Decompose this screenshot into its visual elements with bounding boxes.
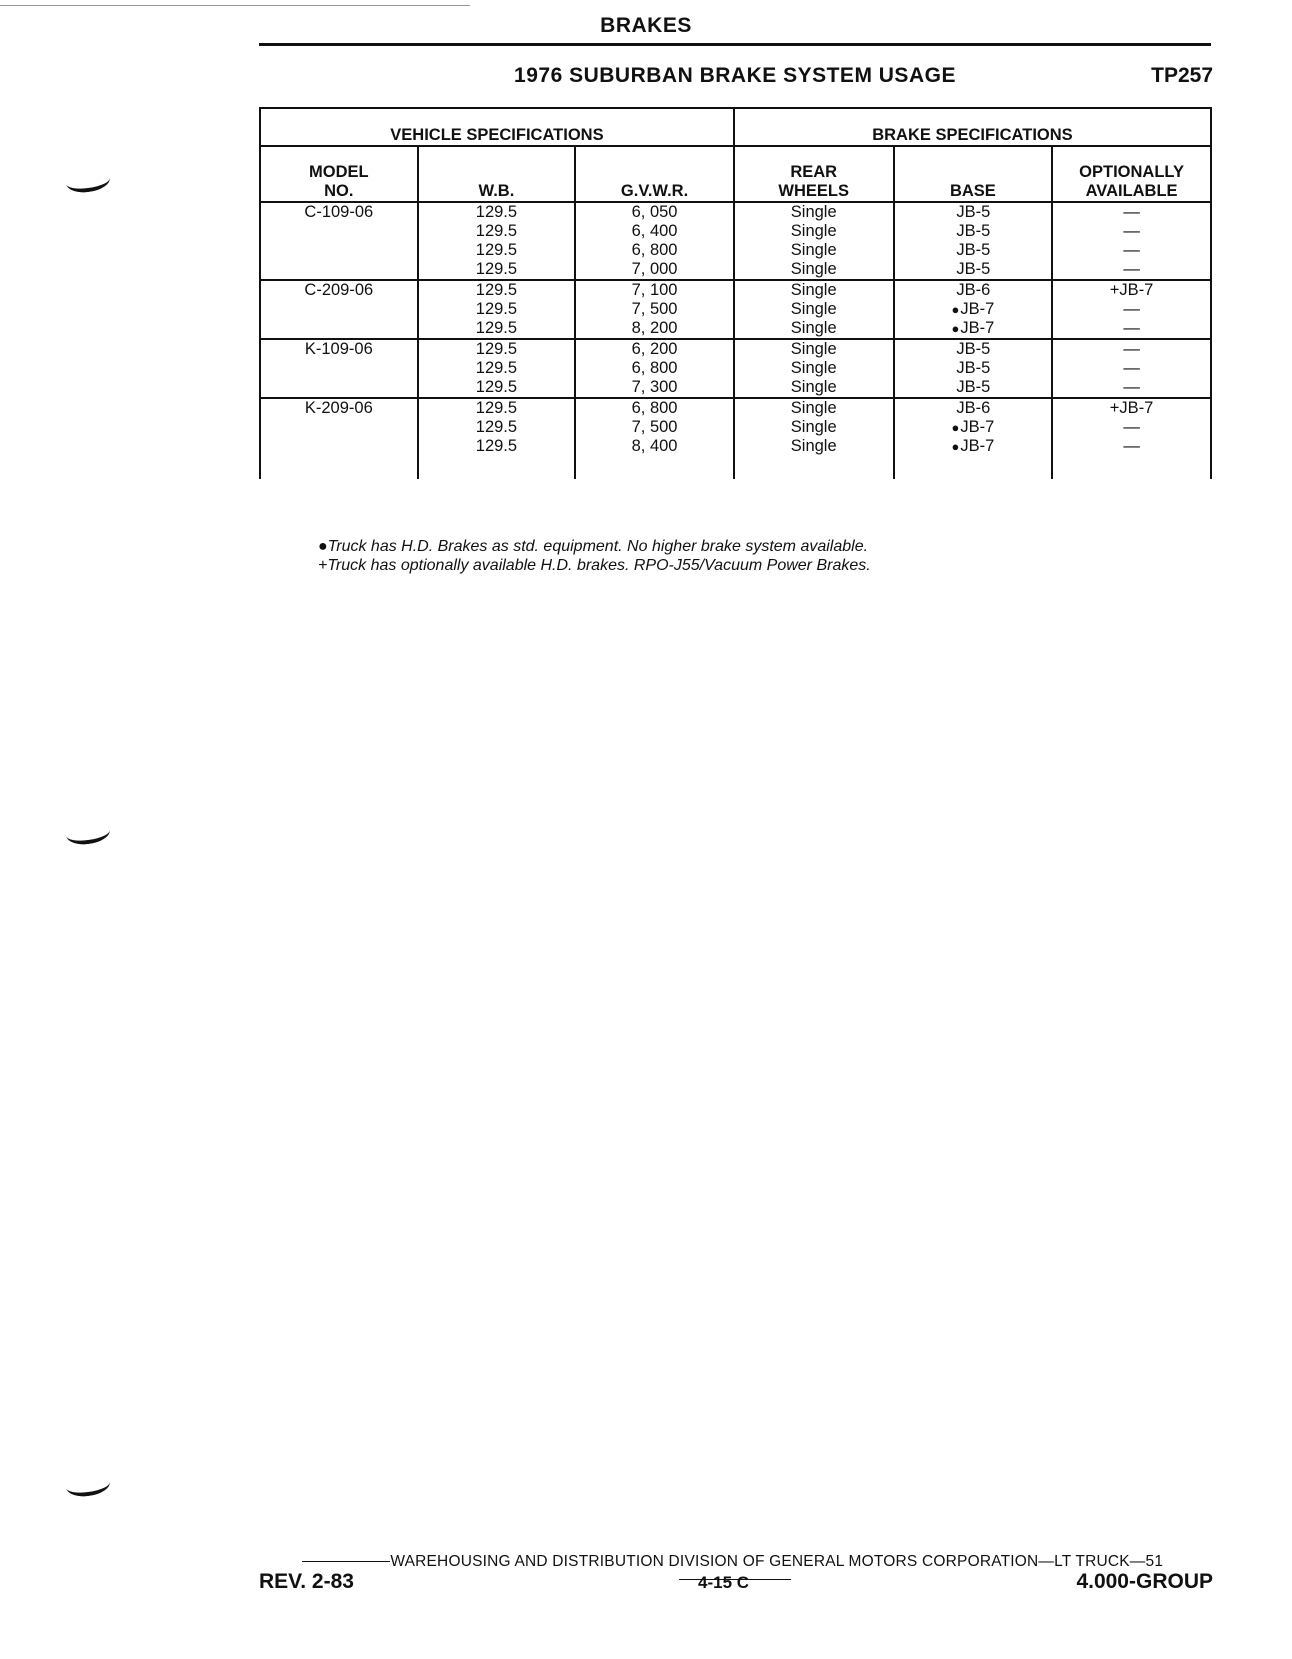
column-header-wb: W.B. [418, 146, 576, 202]
wb-cell [418, 202, 576, 280]
column-header-base: BASE [894, 146, 1053, 202]
cell-value: — [1123, 418, 1140, 436]
cell-value: — [1123, 378, 1140, 396]
cell-value: 129.5 [475, 437, 518, 455]
cell-value: 8, 400 [631, 437, 678, 455]
footnotes [318, 537, 871, 575]
footnote-plus: +Truck has optionally available H.D. brakes. RPO-J55/Vacuum Power Brakes. [318, 557, 871, 574]
cell-value: Single [790, 340, 837, 358]
binder-hole-mark [65, 1471, 112, 1499]
group-header-brake: BRAKE SPECIFICATIONS [734, 108, 1211, 146]
section-heading: BRAKES [600, 14, 692, 37]
optional-cell [1052, 398, 1211, 479]
cell-value: 129.5 [475, 378, 518, 396]
brake-usage-table [259, 107, 1212, 479]
cell-value [895, 359, 1052, 378]
wb-cell [418, 280, 576, 339]
cell-value: Single [790, 222, 837, 240]
page-title: 1976 SUBURBAN BRAKE SYSTEM USAGE [514, 64, 956, 87]
cell-value: 6, 400 [631, 222, 678, 240]
rear-cell [734, 202, 894, 280]
cell-value: Single [790, 437, 837, 455]
cell-value [895, 241, 1052, 260]
cell-value: Single [790, 319, 837, 337]
cell-value: Single [790, 399, 837, 417]
cell-value: — [1123, 203, 1140, 221]
column-header-optional: OPTIONALLY AVAILABLE [1052, 146, 1211, 202]
cell-value: 7, 500 [631, 418, 678, 436]
model-cell [260, 202, 418, 280]
cell-value [895, 260, 1052, 279]
cell-value: 129.5 [475, 260, 518, 278]
cell-value: 129.5 [475, 300, 518, 318]
cell-value: 6, 050 [631, 203, 678, 221]
header-rule [259, 43, 1211, 46]
base-cell [894, 280, 1053, 339]
base-brake-code: JB-5 [956, 222, 991, 240]
base-cell [894, 202, 1053, 280]
table-row [260, 339, 1211, 398]
cell-value: K-109-06 [304, 340, 373, 358]
base-brake-code: JB-5 [956, 203, 991, 221]
cell-value: 129.5 [475, 399, 518, 417]
gvwr-cell [575, 339, 734, 398]
revision-label: REV. 2-83 [259, 1570, 354, 1593]
binder-hole-mark [65, 167, 112, 195]
publisher-line: WAREHOUSING AND DISTRIBUTION DIVISION OF GENERAL MOTORS CORPORATION—LT TRUCK—51 [259, 1553, 1211, 1589]
cell-value: +JB-7 [1109, 399, 1154, 417]
base-brake-code: JB-5 [956, 241, 991, 259]
cell-value: C-209-06 [304, 281, 374, 299]
table-row [260, 280, 1211, 339]
hd-brake-marker: ● [951, 439, 960, 454]
cell-value: Single [790, 359, 837, 377]
document-code: TP257 [1151, 64, 1213, 87]
cell-value: — [1123, 241, 1140, 259]
base-brake-code: JB-6 [956, 281, 991, 299]
optional-cell [1052, 339, 1211, 398]
cell-value [895, 399, 1052, 418]
base-brake-code: JB-5 [956, 359, 991, 377]
base-brake-code: JB-5 [956, 260, 991, 278]
base-brake-code: JB-6 [956, 399, 991, 417]
cell-value: 6, 800 [631, 399, 678, 417]
base-cell [894, 339, 1053, 398]
table-row [260, 398, 1211, 479]
cell-value: Single [790, 418, 837, 436]
cell-value: — [1123, 222, 1140, 240]
cell-value: — [1123, 319, 1140, 337]
base-brake-code: JB-7 [960, 319, 995, 337]
gvwr-cell [575, 202, 734, 280]
cell-value [895, 437, 1052, 456]
cell-value: 8, 200 [631, 319, 678, 337]
base-brake-code: JB-7 [960, 300, 995, 318]
cell-value: 6, 800 [631, 359, 678, 377]
footnote-bullet: ●Truck has H.D. Brakes as std. equipment. No higher brake system available. [318, 538, 869, 555]
hd-brake-marker: ● [951, 321, 960, 336]
cell-value: 129.5 [475, 340, 518, 358]
cell-value: 129.5 [475, 281, 518, 299]
cell-value: Single [790, 203, 837, 221]
cell-value: 129.5 [475, 319, 518, 337]
rear-cell [734, 398, 894, 479]
cell-value: C-109-06 [304, 203, 374, 221]
cell-value [895, 340, 1052, 359]
base-brake-code: JB-7 [960, 437, 995, 455]
cell-value: Single [790, 241, 837, 259]
base-brake-code: JB-5 [956, 378, 991, 396]
cell-value: K-209-06 [304, 399, 373, 417]
rear-cell [734, 339, 894, 398]
cell-value: 6, 200 [631, 340, 678, 358]
cell-value: 129.5 [475, 359, 518, 377]
cell-value [895, 378, 1052, 397]
optional-cell [1052, 202, 1211, 280]
wb-cell [418, 398, 576, 479]
model-cell [260, 398, 418, 479]
cell-value: 129.5 [475, 203, 518, 221]
base-cell [894, 398, 1053, 479]
wb-cell [418, 339, 576, 398]
base-brake-code: JB-7 [960, 418, 995, 436]
cell-value: Single [790, 260, 837, 278]
cell-value: 129.5 [475, 241, 518, 259]
hd-brake-marker: ● [951, 420, 960, 435]
cell-value: — [1123, 300, 1140, 318]
cell-value: 7, 100 [631, 281, 678, 299]
cell-value: — [1123, 359, 1140, 377]
scan-edge-line [0, 5, 470, 6]
cell-value [895, 281, 1052, 300]
cell-value: Single [790, 378, 837, 396]
column-header-rear-wheels: REAR WHEELS [734, 146, 894, 202]
cell-value: — [1123, 260, 1140, 278]
cell-value [895, 300, 1052, 319]
cell-value [895, 203, 1052, 222]
gvwr-cell [575, 280, 734, 339]
group-header-vehicle: VEHICLE SPECIFICATIONS [260, 108, 734, 146]
column-header-model: MODEL NO. [260, 146, 418, 202]
cell-value [895, 222, 1052, 241]
table-row [260, 202, 1211, 280]
cell-value: 7, 500 [631, 300, 678, 318]
cell-value: 129.5 [475, 222, 518, 240]
model-cell [260, 339, 418, 398]
optional-cell [1052, 280, 1211, 339]
cell-value: 7, 000 [631, 260, 678, 278]
cell-value: 129.5 [475, 418, 518, 436]
cell-value: — [1123, 340, 1140, 358]
cell-value: +JB-7 [1109, 281, 1154, 299]
cell-value: Single [790, 281, 837, 299]
page-number: 4-15 C [698, 1573, 750, 1592]
column-header-gvwr: G.V.W.R. [575, 146, 734, 202]
hd-brake-marker: ● [951, 302, 960, 317]
base-brake-code: JB-5 [956, 340, 991, 358]
gvwr-cell [575, 398, 734, 479]
cell-value: 7, 300 [631, 378, 678, 396]
cell-value [895, 418, 1052, 437]
cell-value [895, 319, 1052, 338]
binder-hole-mark [65, 819, 112, 847]
cell-value: 6, 800 [631, 241, 678, 259]
group-code: 4.000-GROUP [1076, 1570, 1213, 1593]
rear-cell [734, 280, 894, 339]
cell-value: Single [790, 300, 837, 318]
model-cell [260, 280, 418, 339]
cell-value: — [1123, 437, 1140, 455]
